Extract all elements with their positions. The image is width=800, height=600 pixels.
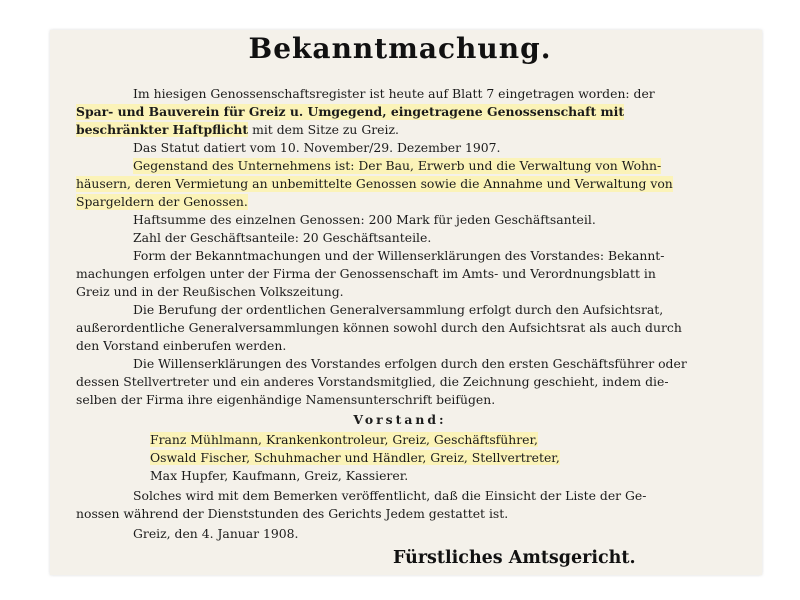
- text-line: Form der Bekanntmachungen und der Willenserklärungen des Vorstandes: Bekannt-: [133, 248, 665, 263]
- text-line: Greiz und in der Reußischen Volkszeitung.: [76, 284, 344, 299]
- text-line-liability-sum: Haftsumme des einzelnen Genossen: 200 Mark für jeden Geschäftsanteil.: [133, 212, 596, 227]
- text-line: Solches wird mit dem Bemerken veröffentlicht, daß die Einsicht der Liste der Ge-: [133, 488, 647, 503]
- text-line: machungen erfolgen unter der Firma der Genossenschaft im Amts- und Verordnungsblatt in: [76, 266, 656, 281]
- text-line: häusern, deren Vermietung an unbemittelte Genossen sowie die Annahme und Verwaltung von: [76, 176, 673, 191]
- text-line: Die Berufung der ordentlichen Generalversammlung erfolgt durch den Aufsichtsrat,: [133, 302, 664, 317]
- text-line: Gegenstand des Unternehmens ist: Der Bau, Erwerb und die Verwaltung von Wohn-: [133, 158, 662, 173]
- text-line: außerordentliche Generalversammlungen können sowohl durch den Aufsichtsrat als auch durch: [76, 320, 682, 335]
- text-line: nossen während der Dienststunden des Gerichts Jedem gestattet ist.: [76, 506, 509, 521]
- board-member-1: [150, 432, 538, 448]
- board-member-1-text: Franz Mühlmann, Krankenkontroleur, Greiz, Geschäftsführer,: [150, 432, 538, 447]
- board-member-2: [150, 450, 560, 466]
- text-line: Die Willenserklärungen des Vorstandes erfolgen durch den ersten Geschäftsführer oder: [133, 356, 687, 371]
- notice-title: Bekanntmachung.: [248, 32, 552, 65]
- text-liability: beschränkter Haftpflicht: [76, 122, 249, 137]
- date-line: Greiz, den 4. Januar 1908.: [133, 526, 299, 541]
- text-line: selben der Firma ihre eigenhändige Namensunterschrift beifügen.: [76, 392, 496, 407]
- text-line-shares: Zahl der Geschäftsanteile: 20 Geschäftsanteile.: [133, 230, 432, 245]
- text-line-statute: Das Statut datiert vom 10. November/29. Dezember 1907.: [133, 140, 501, 155]
- text-line: Spargeldern der Genossen.: [76, 194, 248, 209]
- court-signature: Fürstliches Amtsgericht.: [393, 548, 636, 568]
- text-line-cooperative-name: Spar- und Bauverein für Greiz u. Umgegend, eingetragene Genossenschaft mit: [76, 104, 625, 119]
- text-line: Im hiesigen Genossenschaftsregister ist heute auf Blatt 7 eingetragen worden: der: [133, 86, 655, 101]
- board-heading: Vorstand:: [353, 412, 447, 427]
- text-line: [76, 122, 399, 138]
- text-seat: mit dem Sitze zu Greiz.: [248, 122, 399, 137]
- text-line: dessen Stellvertreter und ein anderes Vorstandsmitglied, die Zeichnung geschieht, indem die-: [76, 374, 669, 389]
- board-member-3: Max Hupfer, Kaufmann, Greiz, Kassierer.: [150, 468, 409, 483]
- text-line: den Vorstand einberufen werden.: [76, 338, 287, 353]
- board-member-2-text: Oswald Fischer, Schuhmacher und Händler, Greiz, Stellvertreter,: [150, 450, 560, 465]
